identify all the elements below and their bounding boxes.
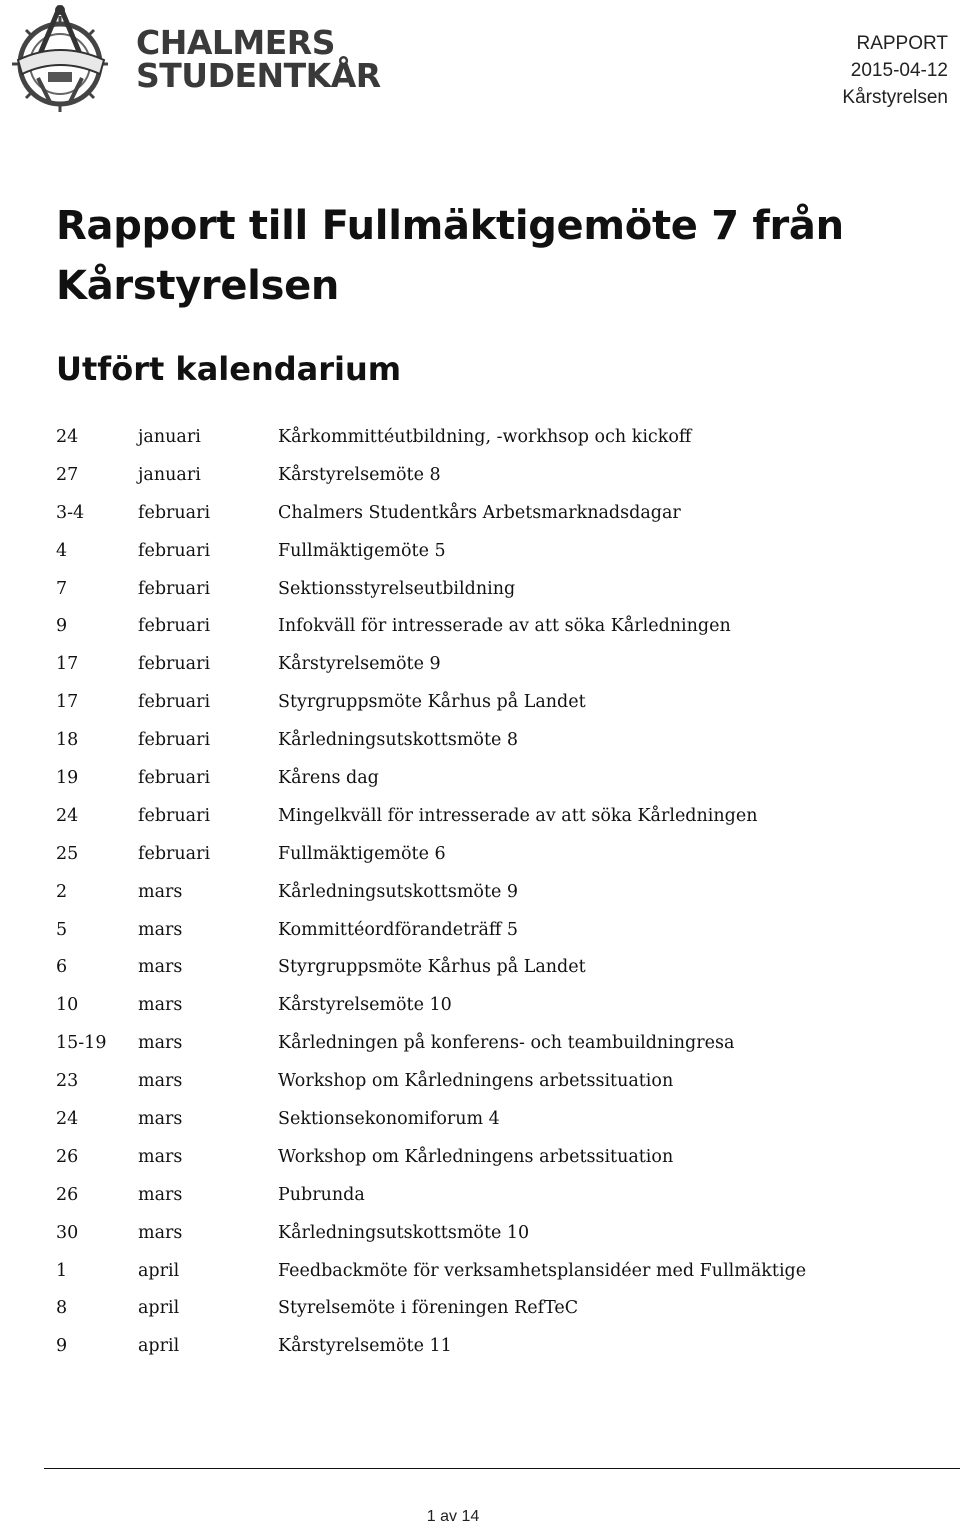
calendar-month: januari bbox=[138, 426, 201, 447]
calendar-month: februari bbox=[138, 654, 211, 675]
calendar-event: Kårledningsutskottsmöte 9 bbox=[278, 881, 519, 902]
calendar-month: februari bbox=[138, 767, 211, 788]
calendar-row bbox=[56, 532, 916, 570]
document-author: Kårstyrelsen bbox=[842, 87, 948, 108]
calendar-month: februari bbox=[138, 502, 211, 523]
calendar-row bbox=[56, 986, 916, 1024]
calendar-row bbox=[56, 683, 916, 721]
calendar-month: april bbox=[138, 1298, 180, 1319]
calendar-day: 26 bbox=[56, 1184, 79, 1205]
calendar-row bbox=[56, 607, 916, 645]
calendar-day: 30 bbox=[56, 1222, 79, 1243]
calendar-day: 23 bbox=[56, 1071, 79, 1092]
calendar-row bbox=[56, 1214, 916, 1252]
calendar-row bbox=[56, 418, 916, 456]
calendar-event: Styrgruppsmöte Kårhus på Landet bbox=[278, 957, 586, 978]
calendar-event: Infokväll för intresserade av att söka Kårledningen bbox=[278, 616, 731, 637]
calendar-event: Styrgruppsmöte Kårhus på Landet bbox=[278, 692, 586, 713]
calendar-day: 27 bbox=[56, 464, 79, 485]
calendar-event: Kårkommittéutbildning, -workhsop och kickoff bbox=[278, 426, 692, 447]
calendar-day: 6 bbox=[56, 957, 68, 978]
calendar-month: mars bbox=[138, 1146, 183, 1167]
calendar-row bbox=[56, 1327, 916, 1365]
calendar-row bbox=[56, 911, 916, 949]
footer-divider bbox=[44, 1468, 960, 1469]
calendar-event: Feedbackmöte för verksamhetsplansidéer med Fullmäktige bbox=[278, 1260, 807, 1281]
calendar-day: 7 bbox=[56, 578, 68, 599]
calendar-month: mars bbox=[138, 1222, 183, 1243]
calendar-day: 19 bbox=[56, 767, 79, 788]
document-meta bbox=[842, 30, 948, 111]
calendar-month: februari bbox=[138, 540, 211, 561]
document-type: RAPPORT bbox=[856, 33, 948, 54]
calendar-month: februari bbox=[138, 692, 211, 713]
calendar-day: 26 bbox=[56, 1146, 79, 1167]
calendar-day: 4 bbox=[56, 540, 68, 561]
calendar-row bbox=[56, 873, 916, 911]
calendar-day: 24 bbox=[56, 805, 79, 826]
calendar-row bbox=[56, 456, 916, 494]
logo-line-1: CHALMERS bbox=[136, 23, 335, 62]
calendar-row bbox=[56, 1138, 916, 1176]
calendar-day: 24 bbox=[56, 1108, 79, 1129]
calendar-day: 9 bbox=[56, 1336, 68, 1357]
calendar-event: Workshop om Kårledningens arbetssituation bbox=[278, 1071, 674, 1092]
calendar-month: mars bbox=[138, 957, 183, 978]
calendar-month: februari bbox=[138, 578, 211, 599]
calendar-day: 1 bbox=[56, 1260, 68, 1281]
chalmers-studentkar-logo bbox=[4, 2, 381, 112]
calendar-row bbox=[56, 1062, 916, 1100]
calendar-month: februari bbox=[138, 730, 211, 751]
calendar-event: Sektionsekonomiforum 4 bbox=[278, 1108, 500, 1129]
calendar-row bbox=[56, 797, 916, 835]
calendar-row bbox=[56, 570, 916, 608]
calendar-event: Chalmers Studentkårs Arbetsmarknadsdagar bbox=[278, 502, 681, 523]
section-heading: Utfört kalendarium bbox=[56, 350, 402, 388]
page-header bbox=[0, 0, 960, 130]
calendar-month: februari bbox=[138, 616, 211, 637]
page-title: Rapport till Fullmäktigemöte 7 från Kårstyrelsen bbox=[56, 203, 844, 309]
calendar-row bbox=[56, 1024, 916, 1062]
calendar-day: 15-19 bbox=[56, 1033, 107, 1054]
page-number: 1 av 14 bbox=[426, 1508, 480, 1525]
emblem-icon bbox=[4, 2, 124, 112]
calendar-event: Kårledningsutskottsmöte 8 bbox=[278, 730, 519, 751]
calendar-event: Kårstyrelsemöte 10 bbox=[278, 995, 452, 1016]
calendar-day: 25 bbox=[56, 843, 79, 864]
calendar-day: 8 bbox=[56, 1298, 68, 1319]
calendar-month: mars bbox=[138, 1033, 183, 1054]
calendar-event: Kårstyrelsemöte 9 bbox=[278, 654, 441, 675]
calendar-month: januari bbox=[138, 464, 201, 485]
calendar-month: mars bbox=[138, 881, 183, 902]
calendar-event: Kårstyrelsemöte 8 bbox=[278, 464, 441, 485]
calendar-day: 17 bbox=[56, 692, 79, 713]
calendar-event: Fullmäktigemöte 6 bbox=[278, 843, 446, 864]
logo-line-2: STUDENTKÅR bbox=[136, 56, 381, 95]
calendar-row bbox=[56, 721, 916, 759]
calendar-day: 17 bbox=[56, 654, 79, 675]
calendar-day: 18 bbox=[56, 730, 79, 751]
calendar-day: 2 bbox=[56, 881, 68, 902]
calendar-month: mars bbox=[138, 919, 183, 940]
calendar-row bbox=[56, 645, 916, 683]
calendar-month: mars bbox=[138, 1184, 183, 1205]
calendar-row bbox=[56, 1252, 916, 1290]
calendar-list bbox=[56, 418, 916, 1365]
calendar-event: Fullmäktigemöte 5 bbox=[278, 540, 446, 561]
calendar-event: Workshop om Kårledningens arbetssituation bbox=[278, 1146, 674, 1167]
calendar-event: Mingelkväll för intresserade av att söka Kårledningen bbox=[278, 805, 758, 826]
calendar-day: 3-4 bbox=[56, 502, 85, 523]
calendar-event: Sektionsstyrelseutbildning bbox=[278, 578, 516, 599]
calendar-day: 9 bbox=[56, 616, 68, 637]
calendar-month: april bbox=[138, 1336, 180, 1357]
calendar-day: 5 bbox=[56, 919, 68, 940]
calendar-month: mars bbox=[138, 1071, 183, 1092]
calendar-row bbox=[56, 1289, 916, 1327]
logo-wordmark bbox=[136, 23, 381, 95]
calendar-event: Styrelsemöte i föreningen RefTeC bbox=[278, 1298, 579, 1319]
calendar-event: Kommittéordförandeträff 5 bbox=[278, 919, 519, 940]
document-date: 2015-04-12 bbox=[850, 60, 948, 81]
calendar-row bbox=[56, 1100, 916, 1138]
calendar-month: mars bbox=[138, 1108, 183, 1129]
calendar-event: Pubrunda bbox=[278, 1184, 365, 1205]
calendar-row bbox=[56, 835, 916, 873]
calendar-month: mars bbox=[138, 995, 183, 1016]
calendar-row bbox=[56, 759, 916, 797]
calendar-event: Kårens dag bbox=[278, 767, 379, 788]
calendar-row bbox=[56, 494, 916, 532]
calendar-month: februari bbox=[138, 805, 211, 826]
calendar-month: februari bbox=[138, 843, 211, 864]
calendar-event: Kårledningsutskottsmöte 10 bbox=[278, 1222, 530, 1243]
calendar-row bbox=[56, 1176, 916, 1214]
calendar-event: Kårledningen på konferens- och teambuildningresa bbox=[278, 1033, 735, 1054]
calendar-row bbox=[56, 948, 916, 986]
calendar-event: Kårstyrelsemöte 11 bbox=[278, 1336, 452, 1357]
calendar-month: april bbox=[138, 1260, 180, 1281]
calendar-day: 10 bbox=[56, 995, 79, 1016]
calendar-day: 24 bbox=[56, 426, 79, 447]
